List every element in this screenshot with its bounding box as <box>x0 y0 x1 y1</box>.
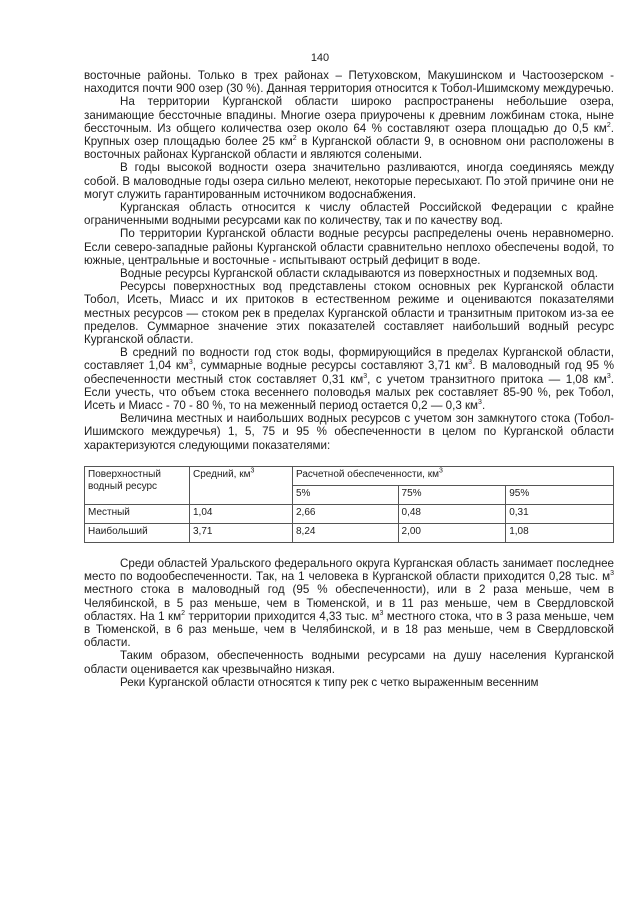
superscript: 3 <box>439 467 443 475</box>
header-calc <box>293 466 614 485</box>
paragraph: Ресурсы поверхностных вод представлены стоком основных рек Курганской области Тобол, Исеть, Миасс и их притоков в естественном режиме и оцениваются показателями местных ресурсов — стоком рек в пределах Курганской области и транзитным притоком из-за ее пределов. Суммарное значение этих показателей составляет наибольший водный ресурс Курганской области. <box>84 280 614 347</box>
text-run: . Если учесть, что объем стока весеннего половодья малых рек составляет 85-90 %, рек Тобол, Исеть и Миасс - 70 - 80 %, то на меженный период остается 0,2 — 0,3 км <box>84 372 614 413</box>
text-run: в Курганской области 9, в основном они расположены в восточных районах Курганской области и являются солеными. <box>84 135 614 162</box>
paragraph <box>84 95 614 161</box>
paragraph: Таким образом, обеспеченность водными ресурсами на душу населения Курганской области оценивается как чрезвычайно низкая. <box>84 649 614 676</box>
text-run: , с учетом транзитного притока — 1,08 км <box>367 372 607 386</box>
superscript: 2 <box>292 135 297 143</box>
text-run: . Крупных озер площадью более 25 км <box>84 121 614 149</box>
paragraph: Водные ресурсы Курганской области складываются из поверхностных и подземных вод. <box>120 267 598 281</box>
document-body <box>84 69 614 689</box>
paragraph: Величина местных и наибольших водных ресурсов с учетом зон замкнутого стока (Тобол-Ишимского междуречья) 1, 5, 75 и 95 % обеспеченности в целом по Курганской области характеризуются следующими показателями: <box>84 412 614 452</box>
cell-p5: 8,24 <box>293 523 399 542</box>
superscript: 3 <box>188 359 193 367</box>
cell-name: Местный <box>85 504 190 523</box>
paragraph <box>84 346 614 412</box>
text-run: местного стока в маловодный год (95 % обеспеченности), или в 2 раза меньше, чем в Челябинской, в 5 раз меньше, чем в Тюменской, и в 11 раз меньше, чем в Свердловской областях. На 1 км <box>84 583 614 623</box>
superscript: 3 <box>478 399 482 407</box>
superscript: 3 <box>606 372 611 380</box>
cell-mean: 1,04 <box>190 504 293 523</box>
text-run: местного стока, что в 3 раза меньше, чем в Тюменской, в 6 раз меньше, чем в Челябинской, и в 18 раз меньше, чем в Свердловской области. <box>84 609 614 650</box>
paragraph: Реки Курганской области относятся к типу рек с четко выраженным весенним <box>120 675 539 689</box>
superscript: 2 <box>181 609 186 617</box>
header-calc-label: Расчетной обеспеченности, км <box>296 468 439 480</box>
header-mean-label: Средний, км <box>193 468 251 480</box>
cell-p5: 2,66 <box>293 504 399 523</box>
cell-p75: 0,48 <box>398 504 506 523</box>
header-p5: 5% <box>293 485 399 504</box>
paragraph: восточные районы. Только в трех районах – Петуховском, Макушинском и Частоозерском - находится почти 900 озер (30 %). Данная территория относится к Тобол-Ишимскому междуречью. <box>84 69 614 96</box>
text-run: На территории Курганской области широко распространены небольшие озера, занимающие бессточные впадины. Многие озера приурочены к древним ложбинам стока, ныне бессточным. Из общего количества озер около 64 % составляют озера площадью до 0,5 км <box>84 95 614 135</box>
text-run: территории приходится 4,33 тыс. м <box>185 609 380 623</box>
table-row <box>85 523 614 542</box>
header-p75: 75% <box>398 485 506 504</box>
cell-name: Наибольший <box>85 523 190 542</box>
text-run: . В маловодный год 95 % обеспеченности местный сток составляет 0,31 км <box>84 359 614 386</box>
cell-p75: 2,00 <box>398 523 506 542</box>
header-resource: Поверхностный водный ресурс <box>85 466 190 504</box>
cell-mean: 3,71 <box>190 523 293 542</box>
superscript: 3 <box>363 372 368 380</box>
cell-p95: 1,08 <box>506 523 614 542</box>
table-row <box>85 504 614 523</box>
paragraph: По территории Курганской области водные ресурсы распределены очень неравномерно. Если северо-западные районы Курганской области сравнительно неплохо обеспечены водой, то южные, центральные и восточные - испытывают острый дефицит в воде. <box>84 227 614 267</box>
paragraph: В годы высокой водности озера значительно разливаются, иногда соединяясь между собой. В маловодные годы озера сильно мелеют, некоторые пересыхают. По этой причине они не могут служить гарантированным источником водоснабжения. <box>84 161 614 201</box>
cell-p95: 0,31 <box>506 504 614 523</box>
superscript: 3 <box>468 359 473 367</box>
table-header-row <box>85 466 614 485</box>
text-run: Среди областей Уральского федерального округа Курганская область занимает последнее место по водообеспеченности. Так, на 1 человека в Курганской области приходится 0,28 тыс. м <box>84 556 614 584</box>
superscript: 3 <box>610 570 614 578</box>
superscript: 3 <box>379 609 384 617</box>
text-run: . <box>481 399 486 413</box>
superscript: 2 <box>606 121 611 129</box>
paragraph: Курганская область относится к числу областей Российской Федерации с крайне ограниченными водными ресурсами как по количеству, так и по качеству вод. <box>84 201 614 228</box>
header-mean <box>190 466 293 504</box>
text-run: В средний по водности год сток воды, формирующийся в пределах Курганской области, составляет 1,04 км <box>84 346 614 373</box>
text-run: , суммарные водные ресурсы составляют 3,71 км <box>192 359 469 373</box>
page-number: 140 <box>310 52 330 64</box>
header-p95: 95% <box>506 485 614 504</box>
water-resources-table <box>84 466 614 543</box>
superscript: 3 <box>250 467 255 475</box>
paragraph <box>84 557 614 649</box>
